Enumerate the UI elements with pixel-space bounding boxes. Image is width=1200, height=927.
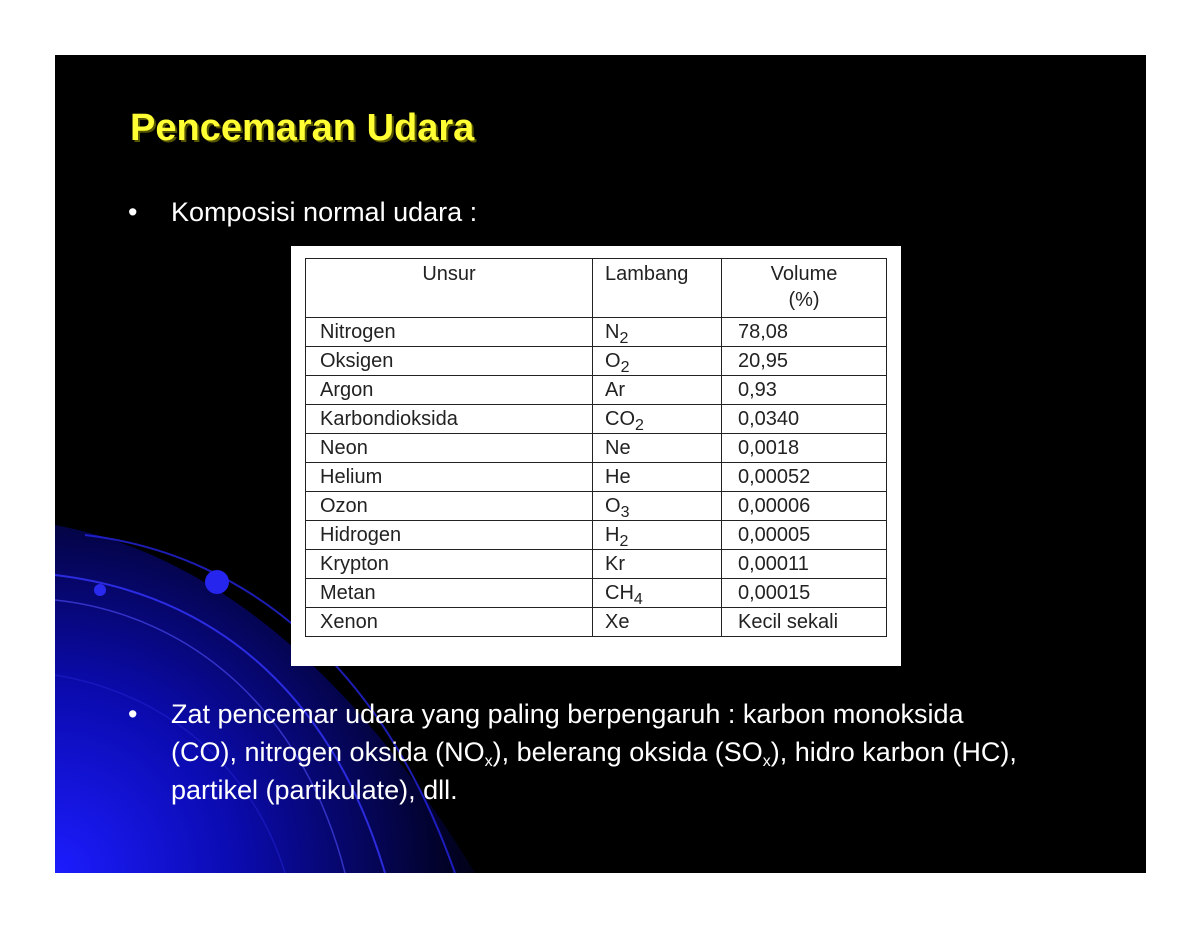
table-row	[306, 318, 887, 347]
bullet-text: Zat pencemar udara yang paling berpengaruh : karbon monoksida (CO), nitrogen oksida $(NO_x)$, belerang oksida $(SO_x)$, hidro karbon (HC), partikel (partikulate), dll.	[171, 699, 1017, 805]
table-row	[306, 608, 887, 637]
cell-lambang: Ar	[593, 376, 722, 405]
cell-volume: 20,95	[722, 347, 887, 376]
slide	[55, 55, 1146, 873]
cell-volume: 0,00011	[722, 550, 887, 579]
slide-title: Pencemaran Udara	[130, 107, 475, 149]
cell-lambang: $O_2$	[593, 347, 722, 376]
cell-volume: 0,00015	[722, 579, 887, 608]
cell-volume: 0,00005	[722, 521, 887, 550]
cell-unsur: Argon	[306, 376, 593, 405]
cell-lambang: He	[593, 463, 722, 492]
bullet-composition	[128, 193, 728, 233]
cell-lambang: $CH_4$	[593, 579, 722, 608]
cell-unsur: Nitrogen	[306, 318, 593, 347]
bullet-marker: •	[128, 197, 138, 227]
cell-volume: 0,00006	[722, 492, 887, 521]
cell-unsur: Krypton	[306, 550, 593, 579]
header-lambang: Lambang	[593, 259, 722, 318]
composition-table-card	[291, 246, 901, 666]
table-row	[306, 550, 887, 579]
composition-table	[305, 258, 887, 637]
header-volume-line2: (%)	[788, 289, 820, 311]
table-row	[306, 376, 887, 405]
cell-volume: 0,0340	[722, 405, 887, 434]
cell-unsur: Ozon	[306, 492, 593, 521]
table-row	[306, 492, 887, 521]
bullet-marker: •	[128, 699, 138, 729]
cell-unsur: Neon	[306, 434, 593, 463]
cell-lambang: Xe	[593, 608, 722, 637]
table-row	[306, 434, 887, 463]
table-header-row	[306, 259, 887, 318]
cell-unsur: Helium	[306, 463, 593, 492]
table-row	[306, 579, 887, 608]
cell-lambang: $N_2$	[593, 318, 722, 347]
table-row	[306, 347, 887, 376]
header-volume-line1: Volume	[770, 263, 838, 285]
cell-volume: Kecil sekali	[722, 608, 887, 637]
cell-volume: 0,93	[722, 376, 887, 405]
table-row	[306, 521, 887, 550]
cell-lambang: $O_3$	[593, 492, 722, 521]
bullet-pollutants	[128, 695, 1028, 815]
cell-unsur: Metan	[306, 579, 593, 608]
cell-unsur: Xenon	[306, 608, 593, 637]
cell-lambang: $H_2$	[593, 521, 722, 550]
cell-unsur: Karbondioksida	[306, 405, 593, 434]
cell-lambang: $CO_2$	[593, 405, 722, 434]
header-volume	[722, 259, 887, 318]
cell-volume: 78,08	[722, 318, 887, 347]
cell-unsur: Oksigen	[306, 347, 593, 376]
header-unsur: Unsur	[306, 259, 593, 318]
cell-lambang: Ne	[593, 434, 722, 463]
bullet-text: Komposisi normal udara :	[171, 197, 478, 227]
table-body	[306, 318, 887, 637]
cell-unsur: Hidrogen	[306, 521, 593, 550]
cell-volume: 0,0018	[722, 434, 887, 463]
table-row	[306, 463, 887, 492]
cell-volume: 0,00052	[722, 463, 887, 492]
cell-lambang: Kr	[593, 550, 722, 579]
table-row	[306, 405, 887, 434]
